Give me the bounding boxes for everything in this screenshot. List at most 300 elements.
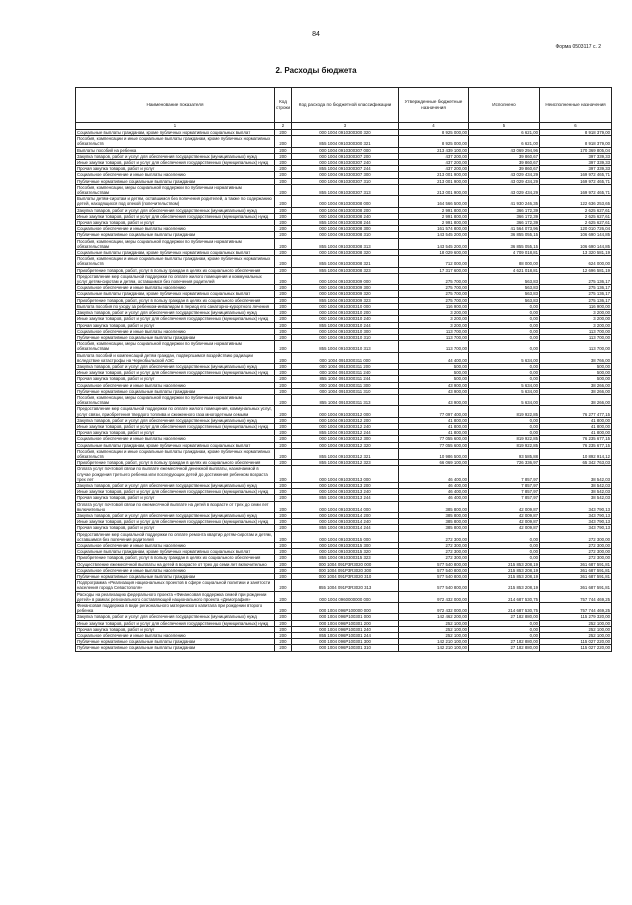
- cell-executed: 43 029 434,29: [469, 178, 540, 184]
- table-row: [76, 633, 612, 639]
- cell-name: Закупка товаров, работ и услуг для обеспечения государственных (муниципальных) нужд: [76, 417, 275, 423]
- cell-approved: 272 300,00: [399, 543, 469, 549]
- cell-line-code: 200: [275, 466, 292, 483]
- cell-remaining: 397 339,33: [540, 166, 612, 172]
- cell-remaining: 38 542,03: [540, 466, 612, 483]
- table-row: [76, 250, 612, 256]
- cell-line-code: 200: [275, 250, 292, 256]
- cell-name: Социальное обеспечение и иные выплаты населению: [76, 436, 275, 442]
- cell-approved: 252 100,00: [399, 633, 469, 639]
- cell-remaining: 272 300,00: [540, 531, 612, 542]
- cell-approved: 385 800,00: [399, 519, 469, 525]
- cell-line-code: 200: [275, 341, 292, 352]
- cell-approved: 142 462 200,00: [399, 614, 469, 620]
- cell-name: Пособия, компенсации и иные социальные выплаты гражданам, кроме публичных нормативных обязательств: [76, 256, 275, 267]
- table-row: [76, 256, 612, 267]
- cell-line-code: 200: [275, 580, 292, 591]
- cell-approved: 577 540 800,00: [399, 561, 469, 567]
- table-row: [76, 160, 612, 166]
- cell-remaining: 8 918 379,00: [540, 130, 612, 136]
- cell-approved: 972 432 000,00: [399, 603, 469, 614]
- cell-approved: 437 200,00: [399, 153, 469, 159]
- cell-executed: 0,00: [469, 363, 540, 369]
- cell-approved: 46 400,00: [399, 482, 469, 488]
- cell-name: Социальное обеспечение и иные выплаты населению: [76, 543, 275, 549]
- cell-executed: 93 585,88: [469, 448, 540, 459]
- cell-remaining: 361 687 591,81: [540, 561, 612, 567]
- table-row: [76, 620, 612, 626]
- cell-remaining: 2 625 627,61: [540, 220, 612, 226]
- cell-classification-code: 000 1004 0910300308 000: [292, 196, 399, 207]
- table-row: [76, 531, 612, 542]
- cell-classification-code: 000 1004 0910300310 200: [292, 310, 399, 316]
- table-row: [76, 328, 612, 334]
- cell-line-code: 200: [275, 513, 292, 519]
- table-row: [76, 423, 612, 429]
- cell-name: Публичные нормативные социальные выплаты гражданам: [76, 334, 275, 340]
- cell-executed: 0,00: [469, 531, 540, 542]
- cell-name: Социальное обеспечение и иные выплаты населению: [76, 328, 275, 334]
- cell-line-code: 200: [275, 436, 292, 442]
- form-code: Форма 0503117 с. 2: [555, 44, 601, 50]
- cell-approved: 8 925 000,00: [399, 130, 469, 136]
- cell-remaining: 361 687 591,81: [540, 580, 612, 591]
- cell-name: Публичные нормативные социальные выплаты гражданам: [76, 645, 275, 651]
- cell-name: Приобретение товаров, работ, услуг в пользу граждан в целях их социального обеспечения: [76, 555, 275, 561]
- cell-line-code: 200: [275, 489, 292, 495]
- cell-remaining: 13 320 581,19: [540, 250, 612, 256]
- cell-name: Предоставление мер социальной поддержки по оплате жилого помещения и коммунальных услуг детям-сиротам и детям, оставшимся без попечения родителей: [76, 273, 275, 284]
- cell-classification-code: 000 1004 0910300308 320: [292, 250, 399, 256]
- table-row: [76, 442, 612, 448]
- table-row: [76, 482, 612, 488]
- cell-remaining: 361 687 591,81: [540, 567, 612, 573]
- cell-name: Иные закупки товаров, работ и услуг для обеспечения государственных (муниципальных) нужд: [76, 213, 275, 219]
- cell-classification-code: 855 1004 0910300308 321: [292, 256, 399, 267]
- cell-executed: 0,00: [469, 626, 540, 632]
- cell-approved: 113 700,00: [399, 328, 469, 334]
- cell-name: Финансовая поддержка в виде регионального материнского капитала при рождении второго ребенка: [76, 603, 275, 614]
- table-row: [76, 136, 612, 147]
- cell-remaining: 38 542,03: [540, 482, 612, 488]
- cell-name: Иные закупки товаров, работ и услуг для обеспечения государственных (муниципальных) нужд: [76, 489, 275, 495]
- cell-name: Пособия, компенсации и иные социальные выплаты гражданам, кроме публичных нормативных обязательств: [76, 136, 275, 147]
- cell-approved: 2 991 800,00: [399, 213, 469, 219]
- cell-executed: 6 621,00: [469, 136, 540, 147]
- cell-line-code: 200: [275, 394, 292, 405]
- cell-name: Публичные нормативные социальные выплаты гражданам: [76, 232, 275, 238]
- cell-line-code: 200: [275, 147, 292, 153]
- cell-remaining: 120 010 726,04: [540, 226, 612, 232]
- cell-remaining: 65 342 763,03: [540, 460, 612, 466]
- cell-classification-code: 000 1004 096P100301 310: [292, 645, 399, 651]
- cell-remaining: 116 900,00: [540, 303, 612, 309]
- table-row: [76, 267, 612, 273]
- cell-remaining: 106 690 144,85: [540, 238, 612, 249]
- cell-line-code: 200: [275, 267, 292, 273]
- cell-executed: 5 634,00: [469, 394, 540, 405]
- table-row: [76, 178, 612, 184]
- cell-classification-code: 000 1004 0910300310 000: [292, 303, 399, 309]
- cell-line-code: 200: [275, 153, 292, 159]
- cell-approved: 2 991 800,00: [399, 207, 469, 213]
- cell-executed: 214 687 530,75: [469, 591, 540, 602]
- cell-classification-code: 000 1004 0910300314 240: [292, 519, 399, 525]
- cell-approved: 8 925 000,00: [399, 136, 469, 147]
- cell-executed: 215 853 208,19: [469, 580, 540, 591]
- cell-executed: 27 182 880,00: [469, 645, 540, 651]
- cell-classification-code: 000 1004 0910300314 000: [292, 501, 399, 512]
- cell-remaining: 41 800,00: [540, 423, 612, 429]
- cell-line-code: 200: [275, 549, 292, 555]
- cell-name: Осуществление ежемесячной выплаты на детей в возрасте от трех до семи лет включительно: [76, 561, 275, 567]
- cell-classification-code: 000 1004 0910300307 000: [292, 147, 399, 153]
- cell-name: Закупка товаров, работ и услуг для обеспечения государственных (муниципальных) нужд: [76, 513, 275, 519]
- cell-executed: 0,00: [469, 555, 540, 561]
- cell-line-code: 200: [275, 423, 292, 429]
- cell-line-code: 200: [275, 460, 292, 466]
- page-number: 84: [312, 31, 320, 38]
- cell-line-code: 200: [275, 232, 292, 238]
- cell-approved: 142 210 100,00: [399, 639, 469, 645]
- cell-line-code: 200: [275, 620, 292, 626]
- cell-approved: 213 001 900,00: [399, 184, 469, 195]
- cell-approved: 577 540 800,00: [399, 580, 469, 591]
- cell-line-code: 200: [275, 316, 292, 322]
- header-approved: Утвержденные бюджетные назначения: [399, 88, 469, 123]
- cell-approved: 272 300,00: [399, 531, 469, 542]
- cell-remaining: 41 800,00: [540, 417, 612, 423]
- cell-remaining: 272 300,00: [540, 549, 612, 555]
- table-row: [76, 316, 612, 322]
- cell-approved: 213 001 900,00: [399, 178, 469, 184]
- cell-line-code: 200: [275, 303, 292, 309]
- cell-classification-code: 000 1004 0910300307 240: [292, 160, 399, 166]
- cell-classification-code: 000 1004 0910300315 300: [292, 543, 399, 549]
- cell-name: Иные закупки товаров, работ и услуг для обеспечения государственных (муниципальных) нужд: [76, 423, 275, 429]
- cell-line-code: 200: [275, 297, 292, 303]
- cell-remaining: 275 136,17: [540, 285, 612, 291]
- cell-executed: 88 000,00: [469, 256, 540, 267]
- cell-name: Иные закупки товаров, работ и услуг для обеспечения государственных (муниципальных) нужд: [76, 519, 275, 525]
- cell-remaining: 500,00: [540, 376, 612, 382]
- cell-remaining: 343 790,13: [540, 519, 612, 525]
- cell-line-code: 200: [275, 417, 292, 423]
- cell-classification-code: 000 1004 0910300311 310: [292, 388, 399, 394]
- cell-executed: 215 853 208,19: [469, 561, 540, 567]
- cell-classification-code: 855 1004 0910300312 323: [292, 460, 399, 466]
- cell-remaining: 169 972 465,71: [540, 172, 612, 178]
- cell-name: Закупка товаров, работ и услуг для обеспечения государственных (муниципальных) нужд: [76, 310, 275, 316]
- cell-classification-code: 000 1004 096P100000 000: [292, 603, 399, 614]
- cell-classification-code: 855 1004 0910300300 321: [292, 136, 399, 147]
- table-row: [76, 448, 612, 459]
- cell-name: Прочая закупка товаров, работ и услуг: [76, 430, 275, 436]
- table-header-row: [76, 88, 612, 123]
- cell-name: Социальные выплаты гражданам, кроме публичных нормативных социальных выплат: [76, 549, 275, 555]
- cell-name: Иные закупки товаров, работ и услуг для обеспечения государственных (муниципальных) нужд: [76, 160, 275, 166]
- cell-line-code: 200: [275, 370, 292, 376]
- table-row: [76, 519, 612, 525]
- cell-line-code: 200: [275, 406, 292, 417]
- cell-classification-code: 000 1004 0910300315 320: [292, 549, 399, 555]
- cell-name: Социальное обеспечение и иные выплаты населению: [76, 567, 275, 573]
- cell-executed: 0,00: [469, 430, 540, 436]
- cell-line-code: 200: [275, 614, 292, 620]
- cell-executed: 0,00: [469, 341, 540, 352]
- cell-classification-code: 855 1004 0910300315 323: [292, 555, 399, 561]
- cell-line-code: 200: [275, 334, 292, 340]
- cell-classification-code: 000 1004 0910300311 200: [292, 363, 399, 369]
- cell-approved: 17 317 600,00: [399, 267, 469, 273]
- cell-classification-code: 000 1004 0910300307 300: [292, 172, 399, 178]
- cell-remaining: 624 000,00: [540, 256, 612, 267]
- cell-executed: 366 172,39: [469, 207, 540, 213]
- cell-classification-code: 855 1004 0910300308 244: [292, 220, 399, 226]
- cell-remaining: 106 690 144,85: [540, 232, 612, 238]
- table-row: [76, 489, 612, 495]
- cell-line-code: 200: [275, 238, 292, 249]
- cell-remaining: 2 625 627,61: [540, 207, 612, 213]
- column-number: 6: [540, 123, 612, 130]
- cell-line-code: 200: [275, 482, 292, 488]
- cell-classification-code: 000 1004 0910300309 300: [292, 285, 399, 291]
- cell-executed: 0,00: [469, 328, 540, 334]
- table-row: [76, 614, 612, 620]
- cell-executed: 42 009,87: [469, 501, 540, 512]
- cell-approved: 41 800,00: [399, 423, 469, 429]
- cell-approved: 272 300,00: [399, 549, 469, 555]
- table-row: [76, 394, 612, 405]
- cell-approved: 272 300,00: [399, 555, 469, 561]
- cell-approved: 142 210 100,00: [399, 645, 469, 651]
- cell-executed: 819 922,85: [469, 442, 540, 448]
- cell-remaining: 2 625 627,61: [540, 213, 612, 219]
- cell-executed: 4 709 018,81: [469, 250, 540, 256]
- cell-line-code: 200: [275, 591, 292, 602]
- cell-executed: 0,00: [469, 334, 540, 340]
- cell-classification-code: 000 1004 0910300308 200: [292, 207, 399, 213]
- cell-classification-code: 000 1004 0910300309 000: [292, 273, 399, 284]
- cell-classification-code: 000 1004 0910300300 320: [292, 130, 399, 136]
- cell-executed: 366 172,39: [469, 220, 540, 226]
- table-row: [76, 501, 612, 512]
- cell-approved: 500,00: [399, 370, 469, 376]
- cell-remaining: 361 687 591,81: [540, 574, 612, 580]
- cell-executed: 36 855 055,15: [469, 232, 540, 238]
- cell-remaining: 115 279 320,00: [540, 614, 612, 620]
- cell-executed: 43 069 294,96: [469, 147, 540, 153]
- cell-line-code: 200: [275, 574, 292, 580]
- cell-classification-code: 855 1004 0910300309 323: [292, 297, 399, 303]
- cell-approved: 46 400,00: [399, 466, 469, 483]
- cell-line-code: 200: [275, 388, 292, 394]
- cell-approved: 500,00: [399, 376, 469, 382]
- cell-classification-code: 855 1004 0910300308 313: [292, 238, 399, 249]
- cell-classification-code: 000 1004 0960000000 000: [292, 591, 399, 602]
- cell-approved: 43 900,00: [399, 394, 469, 405]
- cell-approved: 275 700,00: [399, 285, 469, 291]
- table-row: [76, 382, 612, 388]
- cell-remaining: 3 200,00: [540, 322, 612, 328]
- cell-classification-code: 000 1004 096P100301 200: [292, 620, 399, 626]
- cell-approved: 113 700,00: [399, 334, 469, 340]
- table-row: [76, 388, 612, 394]
- cell-line-code: 200: [275, 273, 292, 284]
- table-row: [76, 543, 612, 549]
- cell-approved: 252 100,00: [399, 626, 469, 632]
- table-row: [76, 555, 612, 561]
- cell-classification-code: 000 1004 091P3R3020 300: [292, 567, 399, 573]
- column-number: 2: [275, 123, 292, 130]
- column-number: 5: [469, 123, 540, 130]
- cell-classification-code: 000 1004 0910300312 320: [292, 442, 399, 448]
- cell-classification-code: 000 1004 0910300311 000: [292, 352, 399, 363]
- table-row: [76, 226, 612, 232]
- cell-executed: 41 930 246,35: [469, 196, 540, 207]
- cell-name: Социальные выплаты гражданам, кроме публичных нормативных социальных выплат: [76, 291, 275, 297]
- cell-name: Пособия, компенсации, меры социальной поддержки по публичным нормативным обязательствам: [76, 184, 275, 195]
- cell-line-code: 200: [275, 328, 292, 334]
- cell-remaining: 397 339,33: [540, 153, 612, 159]
- table-row: [76, 436, 612, 442]
- cell-approved: 164 566 500,00: [399, 196, 469, 207]
- cell-approved: 577 540 800,00: [399, 567, 469, 573]
- cell-remaining: 115 027 220,00: [540, 639, 612, 645]
- cell-classification-code: 000 1004 091P3R3020 000: [292, 561, 399, 567]
- cell-executed: 42 009,87: [469, 525, 540, 531]
- cell-remaining: 252 100,00: [540, 633, 612, 639]
- cell-classification-code: 000 1004 0910300307 310: [292, 178, 399, 184]
- cell-classification-code: 000 1004 0910300307 200: [292, 153, 399, 159]
- cell-line-code: 200: [275, 430, 292, 436]
- cell-remaining: 113 700,00: [540, 341, 612, 352]
- cell-approved: 43 900,00: [399, 388, 469, 394]
- cell-remaining: 343 790,13: [540, 513, 612, 519]
- section-title: 2. Расходы бюджета: [275, 66, 357, 75]
- cell-line-code: 200: [275, 322, 292, 328]
- cell-name: Оплата услуг почтовой связи по выплате ежемесячной денежной выплаты, назначаемой в случае рождения третьего ребенка или последующих детей до достижения ребенком возраста трех лет: [76, 466, 275, 483]
- cell-classification-code: 855 1004 096P100301 244: [292, 633, 399, 639]
- cell-remaining: 113 700,00: [540, 328, 612, 334]
- cell-line-code: 200: [275, 567, 292, 573]
- table-row: [76, 603, 612, 614]
- cell-executed: 563,83: [469, 273, 540, 284]
- cell-approved: 3 200,00: [399, 316, 469, 322]
- cell-line-code: 200: [275, 178, 292, 184]
- cell-remaining: 757 744 469,25: [540, 603, 612, 614]
- cell-executed: 563,83: [469, 285, 540, 291]
- cell-classification-code: 000 1004 0910300308 300: [292, 226, 399, 232]
- cell-remaining: 343 790,13: [540, 501, 612, 512]
- cell-line-code: 200: [275, 519, 292, 525]
- cell-name: Пособия, компенсации, меры социальной поддержки по публичным нормативным обязательствам: [76, 394, 275, 405]
- cell-executed: 0,00: [469, 370, 540, 376]
- cell-classification-code: 000 1004 0910300312 000: [292, 406, 399, 417]
- cell-remaining: 3 200,00: [540, 316, 612, 322]
- table-row: [76, 645, 612, 651]
- table-row: [76, 196, 612, 207]
- cell-line-code: 200: [275, 543, 292, 549]
- table-row: [76, 291, 612, 297]
- cell-executed: 42 009,87: [469, 513, 540, 519]
- table-row: [76, 591, 612, 602]
- cell-remaining: 272 300,00: [540, 543, 612, 549]
- table-row: [76, 574, 612, 580]
- cell-classification-code: 855 1004 0910300311 244: [292, 376, 399, 382]
- cell-line-code: 200: [275, 555, 292, 561]
- cell-executed: 5 634,00: [469, 352, 540, 363]
- cell-line-code: 200: [275, 136, 292, 147]
- cell-remaining: 76 235 677,15: [540, 442, 612, 448]
- cell-approved: 385 800,00: [399, 501, 469, 512]
- cell-executed: 4 621 018,81: [469, 267, 540, 273]
- cell-executed: 726 336,97: [469, 460, 540, 466]
- cell-name: Иные закупки товаров, работ и услуг для обеспечения государственных (муниципальных) нужд: [76, 316, 275, 322]
- table-row: [76, 352, 612, 363]
- cell-approved: 41 800,00: [399, 417, 469, 423]
- cell-remaining: 38 542,03: [540, 489, 612, 495]
- cell-remaining: 76 235 677,15: [540, 436, 612, 442]
- cell-name: Социальные выплаты гражданам, кроме публичных нормативных социальных выплат: [76, 442, 275, 448]
- table-row: [76, 567, 612, 573]
- table-row: [76, 184, 612, 195]
- cell-classification-code: 855 1004 091P3R3020 313: [292, 580, 399, 591]
- cell-line-code: 200: [275, 172, 292, 178]
- cell-classification-code: 855 1004 0910300310 313: [292, 341, 399, 352]
- cell-line-code: 200: [275, 160, 292, 166]
- cell-name: Пособия, компенсации, меры социальной поддержки по публичным нормативным обязательствам: [76, 341, 275, 352]
- cell-line-code: 200: [275, 382, 292, 388]
- cell-executed: 43 029 434,29: [469, 184, 540, 195]
- cell-classification-code: 855 1004 0910300311 313: [292, 394, 399, 405]
- cell-executed: 0,00: [469, 633, 540, 639]
- cell-approved: 3 200,00: [399, 310, 469, 316]
- cell-classification-code: 855 1004 0910300313 244: [292, 495, 399, 501]
- table-row: [76, 549, 612, 555]
- cell-classification-code: 855 1004 0910300312 321: [292, 448, 399, 459]
- cell-approved: 77 097 400,00: [399, 406, 469, 417]
- cell-approved: 385 800,00: [399, 525, 469, 531]
- cell-approved: 116 900,00: [399, 303, 469, 309]
- column-number: 4: [399, 123, 469, 130]
- cell-approved: 143 545 200,00: [399, 238, 469, 249]
- cell-executed: 0,00: [469, 310, 540, 316]
- cell-classification-code: 000 1004 0910300310 240: [292, 316, 399, 322]
- cell-approved: 161 574 800,00: [399, 226, 469, 232]
- cell-name: Приобретение товаров, работ, услуг в пользу граждан в целях их социального обеспечения: [76, 460, 275, 466]
- cell-approved: 275 700,00: [399, 297, 469, 303]
- cell-remaining: 275 136,17: [540, 273, 612, 284]
- cell-classification-code: 000 1004 0910300308 240: [292, 213, 399, 219]
- table-row: [76, 238, 612, 249]
- cell-remaining: 170 369 805,04: [540, 147, 612, 153]
- cell-executed: 215 853 208,19: [469, 567, 540, 573]
- cell-line-code: 200: [275, 442, 292, 448]
- cell-executed: 41 564 073,96: [469, 226, 540, 232]
- cell-remaining: 10 892 914,12: [540, 448, 612, 459]
- cell-approved: 213 439 100,00: [399, 147, 469, 153]
- cell-executed: 214 687 530,75: [469, 603, 540, 614]
- cell-remaining: 272 300,00: [540, 555, 612, 561]
- cell-remaining: 3 200,00: [540, 310, 612, 316]
- cell-executed: 39 860,67: [469, 166, 540, 172]
- cell-name: Иные закупки товаров, работ и услуг для обеспечения государственных (муниципальных) нужд: [76, 370, 275, 376]
- cell-remaining: 115 027 220,00: [540, 645, 612, 651]
- cell-executed: 7 857,97: [469, 466, 540, 483]
- cell-name: Социальное обеспечение и иные выплаты населению: [76, 633, 275, 639]
- cell-executed: 42 009,87: [469, 519, 540, 525]
